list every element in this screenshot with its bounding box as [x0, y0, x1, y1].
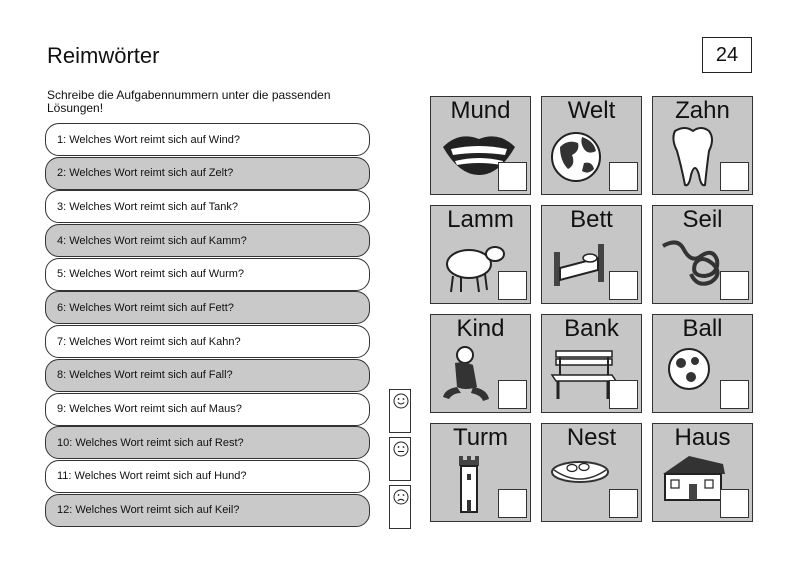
card-mund	[430, 96, 531, 195]
question-item: 9: Welches Wort reimt sich auf Maus?	[45, 393, 370, 426]
card-word: Lamm	[447, 206, 514, 233]
question-item: 10: Welches Wort reimt sich auf Rest?	[45, 426, 370, 459]
page-title: Reimwörter	[47, 43, 160, 68]
question-item: 2: Welches Wort reimt sich auf Zelt?	[45, 157, 370, 190]
answer-box[interactable]	[720, 271, 749, 300]
question-item: 4: Welches Wort reimt sich auf Kamm?	[45, 224, 370, 257]
answer-box[interactable]	[498, 489, 527, 518]
happy-face-icon	[393, 393, 409, 409]
self-assessment-box-happy[interactable]	[389, 389, 411, 433]
instruction-text: Schreibe die Aufgabennummern unter die passenden Lösungen!	[47, 88, 331, 115]
answer-box[interactable]	[498, 162, 527, 191]
card-word: Welt	[567, 97, 616, 124]
card-word: Kind	[456, 315, 505, 342]
neutral-face-icon	[393, 441, 409, 457]
card-haus	[652, 423, 753, 522]
page-number: 24	[702, 37, 752, 73]
card-word: Seil	[682, 206, 723, 233]
answer-box[interactable]	[720, 380, 749, 409]
answer-box[interactable]	[609, 489, 638, 518]
sad-face-icon	[393, 489, 409, 505]
answer-box[interactable]	[609, 380, 638, 409]
card-word: Haus	[674, 424, 731, 451]
card-bett	[541, 205, 642, 304]
card-word: Bett	[570, 206, 613, 233]
card-kind	[430, 314, 531, 413]
self-assessment-box-neutral[interactable]	[389, 437, 411, 481]
card-welt	[541, 96, 642, 195]
self-assessment-box-sad[interactable]	[389, 485, 411, 529]
question-item: 5: Welches Wort reimt sich auf Wurm?	[45, 258, 370, 291]
card-word: Turm	[452, 424, 509, 451]
card-word: Ball	[682, 315, 723, 342]
self-assessment	[389, 389, 411, 533]
card-bank	[541, 314, 642, 413]
question-item: 7: Welches Wort reimt sich auf Kahn?	[45, 325, 370, 358]
answer-box[interactable]	[720, 489, 749, 518]
answer-box[interactable]	[609, 271, 638, 300]
card-turm	[430, 423, 531, 522]
card-nest	[541, 423, 642, 522]
question-item: 12: Welches Wort reimt sich auf Keil?	[45, 494, 370, 527]
card-word: Bank	[564, 315, 619, 342]
question-item: 6: Welches Wort reimt sich auf Fett?	[45, 291, 370, 324]
answer-box[interactable]	[720, 162, 749, 191]
card-ball	[652, 314, 753, 413]
question-item: 1: Welches Wort reimt sich auf Wind?	[45, 123, 370, 156]
card-lamm	[430, 205, 531, 304]
question-item: 8: Welches Wort reimt sich auf Fall?	[45, 359, 370, 392]
answer-box[interactable]	[498, 271, 527, 300]
answer-box[interactable]	[498, 380, 527, 409]
card-zahn	[652, 96, 753, 195]
question-list	[45, 123, 370, 527]
card-seil	[652, 205, 753, 304]
card-word: Nest	[566, 424, 617, 451]
question-item: 11: Welches Wort reimt sich auf Hund?	[45, 460, 370, 493]
answer-box[interactable]	[609, 162, 638, 191]
card-word: Zahn	[675, 97, 730, 124]
card-word: Mund	[450, 97, 511, 124]
question-item: 3: Welches Wort reimt sich auf Tank?	[45, 190, 370, 223]
